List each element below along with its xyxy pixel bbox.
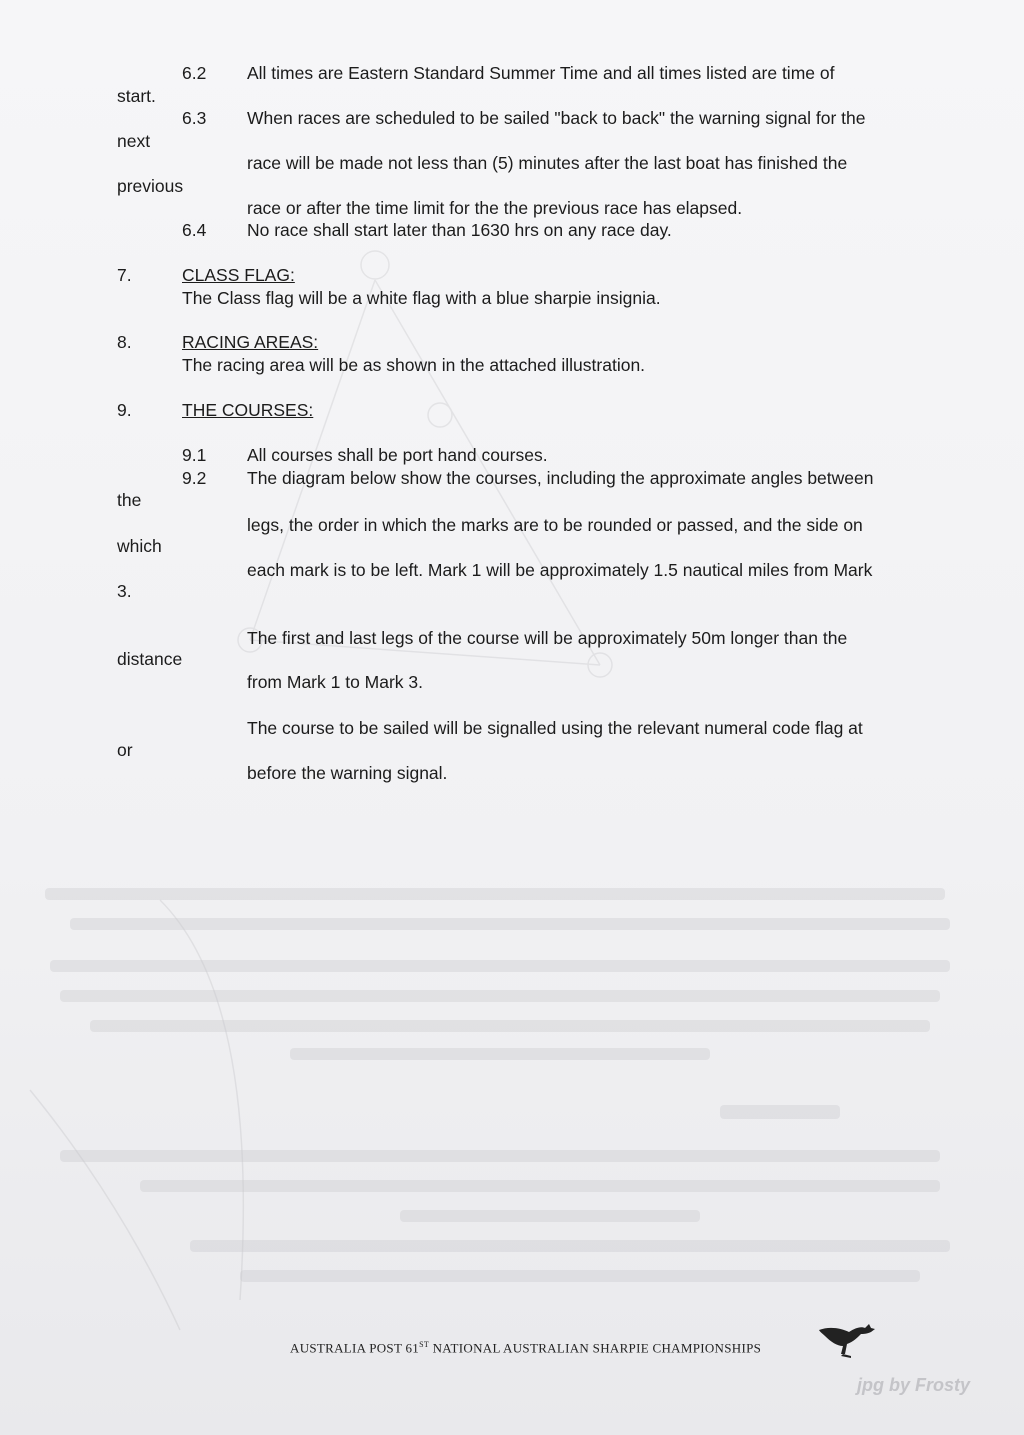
- clause-6-4-text: No race shall start later than 1630 hrs on any race day.: [247, 220, 672, 240]
- clause-9-1-text: All courses shall be port hand courses.: [247, 445, 548, 465]
- clause-9-2-overflow-3: 3.: [117, 581, 132, 601]
- section-9-number: 9.: [117, 400, 132, 420]
- clause-6-2-overflow: start.: [117, 86, 156, 106]
- section-8-text: The racing area will be as shown in the attached illustration.: [182, 355, 646, 375]
- footer-suffix: NATIONAL AUSTRALIAN SHARPIE CHAMPIONSHIPS: [429, 1340, 762, 1356]
- clause-9-2-number: 9.2: [182, 468, 207, 488]
- watermark-credit: jpg by Frosty: [857, 1375, 971, 1395]
- bleed-through-text: [40, 880, 990, 1300]
- clause-6-3-text: When races are scheduled to be sailed "back to back" the warning signal for the: [247, 108, 866, 128]
- footer-prefix: AUSTRALIA POST 61: [290, 1340, 420, 1356]
- courses-paragraph-3-line-1: The course to be sailed will be signalled using the relevant numeral code flag at: [247, 718, 863, 738]
- clause-6-2-text: All times are Eastern Standard Summer Time and all times listed are time of: [247, 63, 835, 83]
- clause-9-2-line-3: each mark is to be left. Mark 1 will be approximately 1.5 nautical miles from Mark: [247, 560, 873, 580]
- clause-6-3-line-3: race or after the time limit for the the previous race has elapsed.: [247, 198, 743, 218]
- section-7-heading: CLASS FLAG:: [182, 265, 295, 285]
- section-7-text: The Class flag will be a white flag with a blue sharpie insignia.: [182, 288, 661, 308]
- clause-6-3-number: 6.3: [182, 108, 207, 128]
- kangaroo-logo-icon: [815, 1320, 877, 1360]
- clause-6-2-number: 6.2: [182, 63, 207, 83]
- clause-6-3-overflow-2: previous: [117, 176, 184, 196]
- footer-ordinal: ST: [419, 1340, 430, 1349]
- clause-9-1-number: 9.1: [182, 445, 207, 465]
- clause-9-2-overflow-2: which: [117, 536, 162, 556]
- clause-6-4-number: 6.4: [182, 220, 207, 240]
- section-8-heading: RACING AREAS:: [182, 332, 319, 352]
- section-8-number: 8.: [117, 332, 132, 352]
- championship-footer: [290, 1340, 761, 1356]
- section-7-number: 7.: [117, 265, 132, 285]
- courses-paragraph-2-line-2: from Mark 1 to Mark 3.: [247, 672, 424, 692]
- clause-6-3-overflow-1: next: [117, 131, 151, 151]
- clause-6-3-line-2: race will be made not less than (5) minutes after the last boat has finished the: [247, 153, 848, 173]
- clause-9-2-text: The diagram below show the courses, including the approximate angles between: [247, 468, 874, 488]
- courses-paragraph-3-overflow: or: [117, 740, 133, 760]
- courses-paragraph-3-line-2: before the warning signal.: [247, 763, 448, 783]
- section-9-heading: THE COURSES:: [182, 400, 314, 420]
- courses-paragraph-2-line-1: The first and last legs of the course will be approximately 50m longer than the: [247, 628, 848, 648]
- clause-9-2-overflow-1: the: [117, 490, 142, 510]
- clause-9-2-line-2: legs, the order in which the marks are to be rounded or passed, and the side on: [247, 515, 863, 535]
- courses-paragraph-2-overflow: distance: [117, 649, 183, 669]
